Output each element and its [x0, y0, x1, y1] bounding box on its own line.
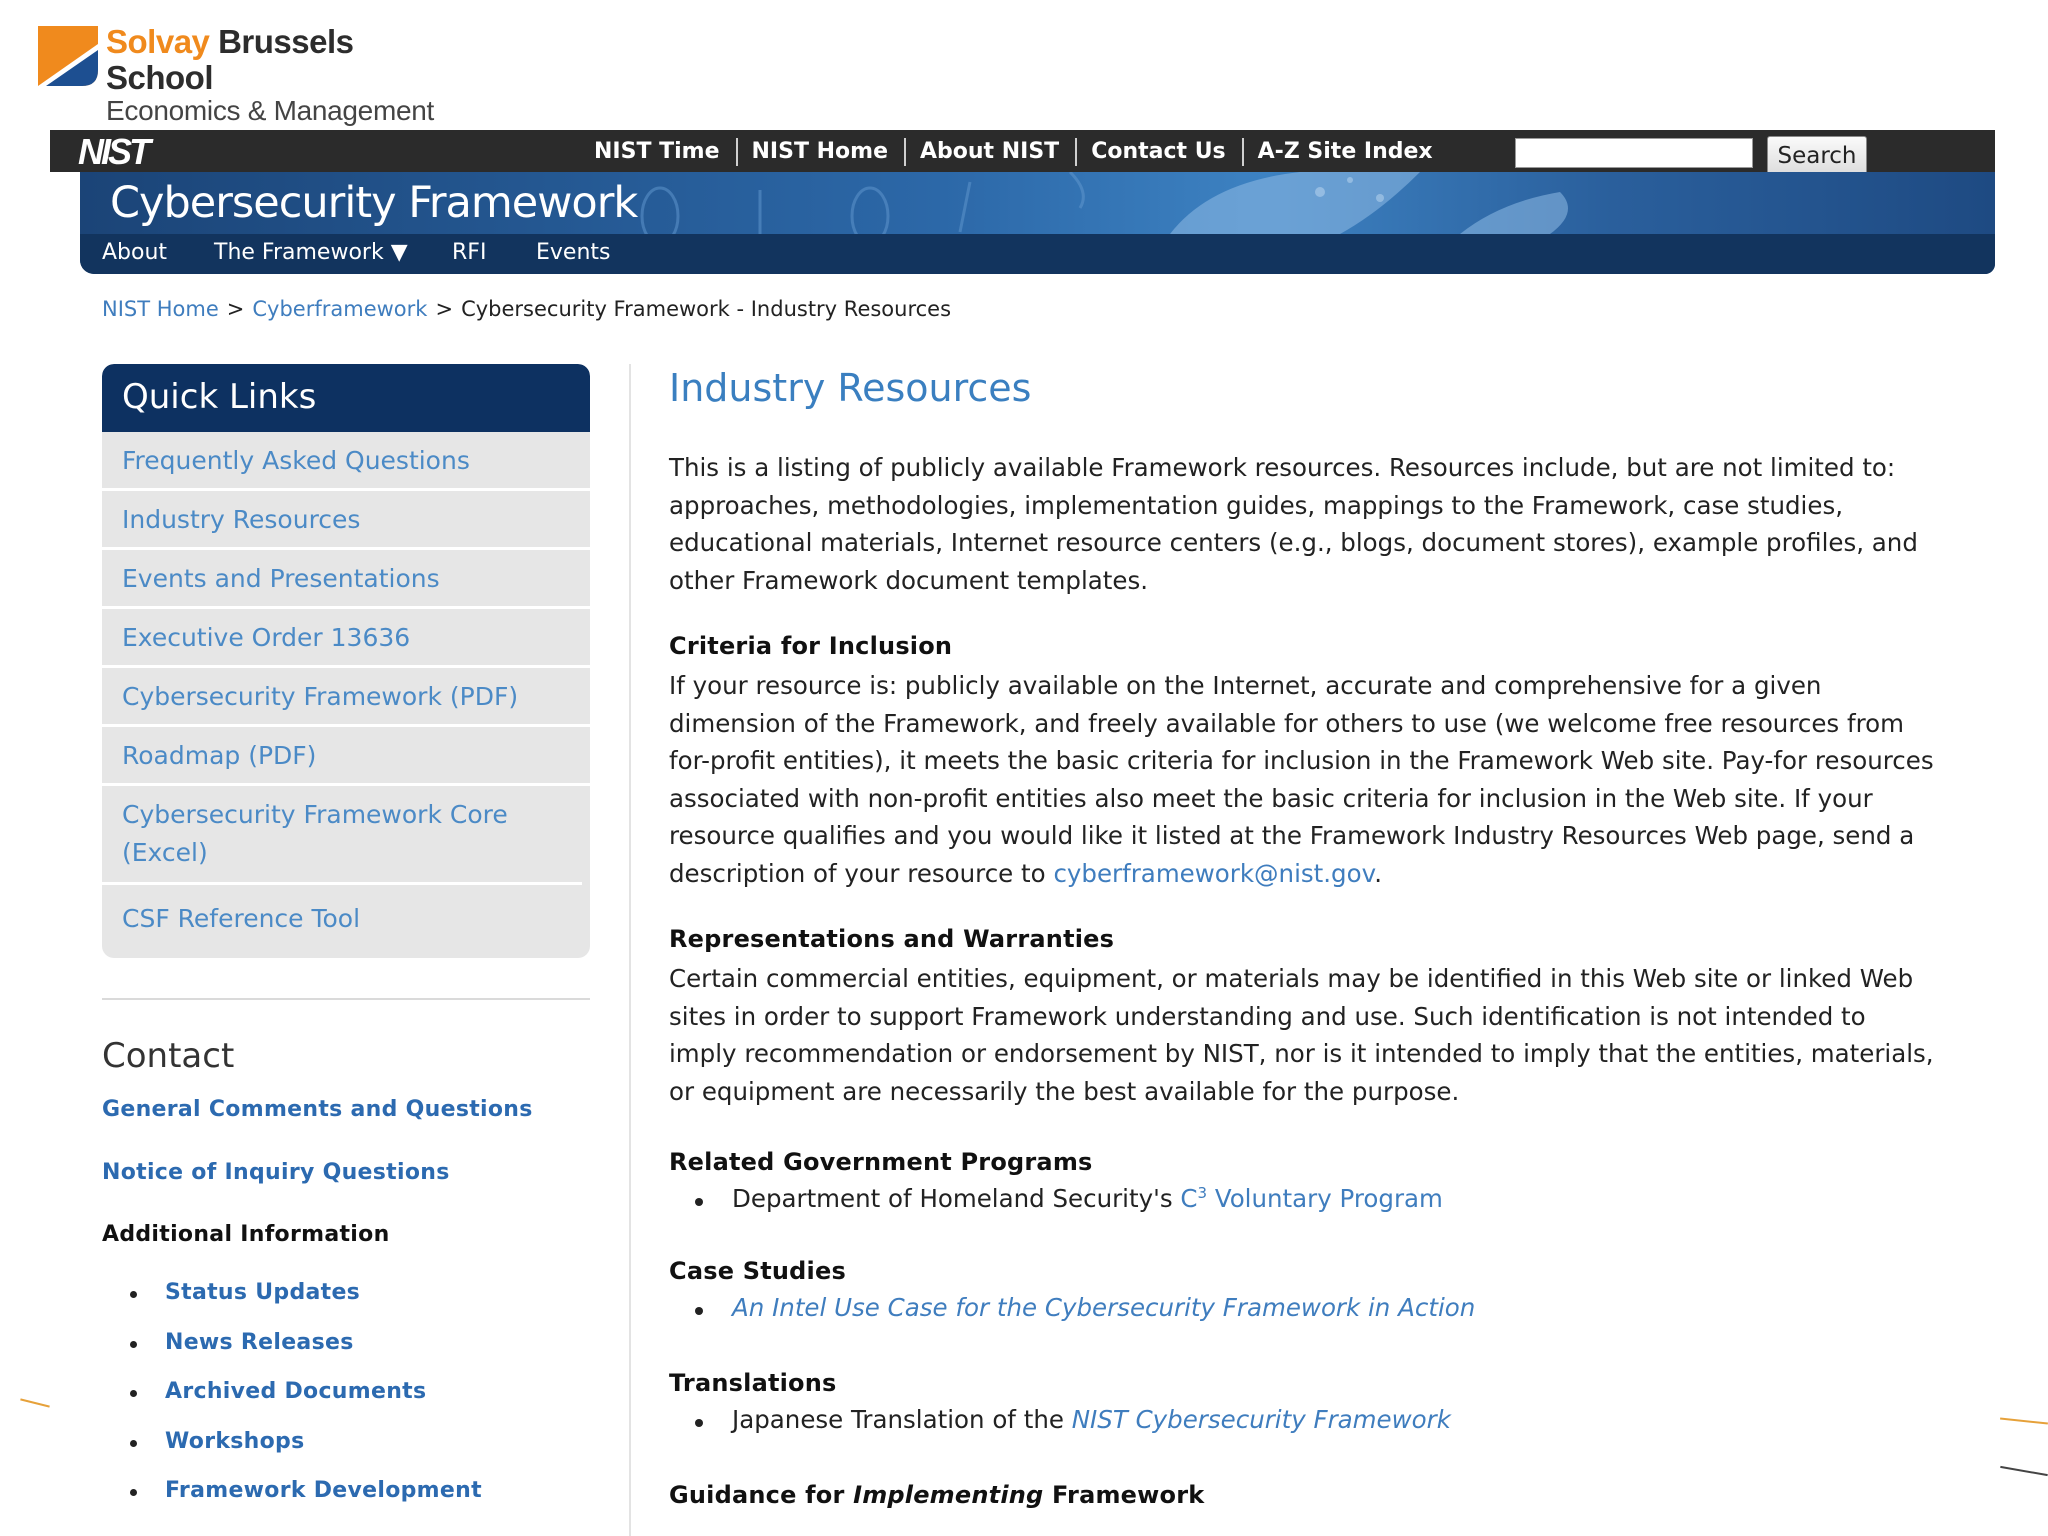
criteria-line: associated with non-profit entities also meet the basic criteria for inclusion in the Web site. If your — [669, 783, 1873, 813]
translations-heading: Translations — [669, 1369, 837, 1397]
warranties-line: Certain commercial entities, equipment, or materials may be identified in this Web site or linked Web — [669, 964, 1914, 993]
quick-link-industry-resources[interactable]: Industry Resources — [102, 491, 590, 550]
guidance-heading-suffix: Framework — [1043, 1481, 1205, 1509]
list-item — [695, 1184, 1443, 1213]
list-item — [102, 1330, 482, 1380]
caret-down-icon: ▼ — [390, 240, 408, 265]
link-workshops[interactable]: Workshops — [165, 1428, 305, 1454]
quick-link-events[interactable]: Events and Presentations — [102, 550, 590, 609]
criteria-line: for-profit entities), it meets the basic criteria for inclusion in the Framework Web site. Pay-for resources — [669, 746, 1934, 776]
list-item — [102, 1478, 482, 1528]
bullet-icon — [130, 1489, 137, 1496]
intro-paragraph — [669, 449, 1959, 599]
intro-line: educational materials, Internet resource centers (e.g., blogs, document stores), example profiles, and — [669, 528, 1918, 558]
criteria-line: If your resource is: publicly available on the Internet, accurate and comprehensive for a given — [669, 671, 1822, 700]
top-nav-nist-time[interactable]: NIST Time — [594, 139, 720, 164]
bullet-icon — [130, 1390, 137, 1397]
email-link[interactable]: cyberframework@nist.gov — [1053, 858, 1375, 888]
criteria-paragraph — [669, 667, 1959, 893]
quick-link-csf-reference-tool[interactable]: CSF Reference Tool — [122, 903, 361, 933]
breadcrumb-separator: > — [435, 297, 454, 321]
sub-nav-rfi[interactable]: RFI — [452, 240, 487, 265]
framework-sub-nav — [80, 234, 1995, 274]
related-programs-heading: Related Government Programs — [669, 1148, 1093, 1176]
nist-logo[interactable]: NIST — [78, 131, 149, 172]
link-news-releases[interactable]: News Releases — [165, 1329, 354, 1355]
edge-artifact — [2000, 1466, 2048, 1476]
related-item-text — [732, 1184, 1443, 1213]
sub-nav-the-framework-label: The Framework — [214, 240, 384, 265]
warranties-line: imply recommendation or endorsement by NIST, nor is it intended to imply that the entities, materials, — [669, 1039, 1934, 1069]
bullet-icon — [695, 1198, 703, 1206]
criteria-line-end: . — [1374, 858, 1382, 888]
c3-voluntary-program-link[interactable] — [1180, 1184, 1443, 1213]
page-title: Industry Resources — [669, 366, 1032, 410]
contact-notice-of-inquiry[interactable]: Notice of Inquiry Questions — [102, 1160, 450, 1185]
guidance-heading — [669, 1481, 1204, 1509]
sidebar-divider — [102, 998, 590, 1000]
criteria-line: dimension of the Framework, and freely available for others to use (we welcome free resources from — [669, 708, 1904, 738]
link-archived-documents[interactable]: Archived Documents — [165, 1379, 427, 1404]
warranties-heading: Representations and Warranties — [669, 925, 1115, 953]
additional-information-list — [102, 1280, 482, 1528]
guidance-heading-prefix: Guidance for — [669, 1481, 854, 1509]
search-button[interactable]: Search — [1767, 136, 1867, 176]
translation-item-prefix: Japanese Translation of the — [732, 1405, 1072, 1434]
list-item — [102, 1280, 482, 1330]
list-item — [695, 1405, 1451, 1434]
quick-links-panel — [102, 364, 590, 958]
list-item — [102, 1429, 482, 1479]
sub-nav-the-framework[interactable] — [214, 240, 408, 265]
bullet-icon — [695, 1307, 703, 1315]
related-item-prefix: Department of Homeland Security's — [732, 1184, 1181, 1214]
japanese-translation-link[interactable]: NIST Cybersecurity Framework — [1071, 1405, 1451, 1434]
criteria-line: description of your resource to — [669, 858, 1054, 888]
logo-subtitle: Economics & Management — [106, 95, 435, 126]
solvay-logo-text — [106, 24, 458, 126]
quick-link-framework-pdf[interactable]: Cybersecurity Framework (PDF) — [102, 668, 590, 727]
link-framework-development[interactable]: Framework Development — [165, 1478, 482, 1503]
contact-title: Contact — [102, 1036, 235, 1076]
c3-link-superscript: 3 — [1197, 1184, 1208, 1202]
banner-title[interactable]: Cybersecurity Framework — [110, 178, 638, 228]
criteria-heading: Criteria for Inclusion — [669, 632, 953, 660]
logo-word-solvay: Solvay — [106, 23, 210, 60]
top-nav-nist-home[interactable]: NIST Home — [736, 138, 904, 166]
warranties-line: or equipment are necessarily the best available for the purpose. — [669, 1076, 1460, 1106]
cybersecurity-framework-banner — [80, 172, 1995, 274]
guidance-heading-italic: Implementing — [853, 1481, 1044, 1509]
search-input[interactable] — [1515, 138, 1753, 168]
bullet-icon — [130, 1440, 137, 1447]
quick-link-executive-order[interactable]: Executive Order 13636 — [102, 609, 590, 668]
top-nav — [580, 138, 1449, 166]
case-studies-heading: Case Studies — [669, 1257, 846, 1285]
breadcrumb-cyberframework[interactable]: Cyberframework — [252, 297, 428, 321]
edge-artifact — [20, 1398, 50, 1407]
breadcrumb-current: Cybersecurity Framework - Industry Resources — [461, 297, 952, 321]
solvay-logo-icon — [38, 26, 98, 86]
bullet-icon — [130, 1341, 137, 1348]
breadcrumb — [102, 297, 951, 321]
contact-general-comments[interactable]: General Comments and Questions — [102, 1097, 533, 1122]
criteria-line: resource qualifies and you would like it listed at the Framework Industry Resources Web page, send a — [669, 821, 1915, 851]
quick-link-faq[interactable]: Frequently Asked Questions — [102, 432, 590, 491]
additional-information-title: Additional Information — [102, 1222, 390, 1247]
link-status-updates[interactable]: Status Updates — [165, 1280, 361, 1305]
list-item — [695, 1293, 1475, 1322]
bullet-icon — [130, 1291, 137, 1298]
solvay-logo[interactable] — [38, 23, 458, 126]
logo-word-school: Brussels School — [106, 23, 354, 96]
quick-link-roadmap-pdf[interactable]: Roadmap (PDF) — [102, 727, 590, 786]
sub-nav-about[interactable]: About — [102, 240, 168, 265]
top-nav-site-index[interactable]: A-Z Site Index — [1242, 138, 1449, 166]
quick-links-title: Quick Links — [102, 364, 590, 432]
intro-line: approaches, methodologies, implementation guides, mappings to the Framework, case studies, — [669, 490, 1843, 520]
breadcrumb-nist-home[interactable]: NIST Home — [102, 297, 219, 321]
top-nav-contact-us[interactable]: Contact Us — [1075, 138, 1241, 166]
warranties-paragraph — [669, 960, 1959, 1110]
quick-link-framework-core[interactable]: Cybersecurity Framework Core (Excel) — [102, 786, 582, 885]
edge-artifact — [2000, 1417, 2048, 1424]
column-divider — [629, 364, 631, 1536]
breadcrumb-separator: > — [226, 297, 245, 321]
bullet-icon — [695, 1419, 703, 1427]
list-item — [102, 1379, 482, 1429]
intro-line: other Framework document templates. — [669, 565, 1149, 595]
top-nav-about-nist[interactable]: About NIST — [904, 138, 1075, 166]
intel-use-case-link[interactable]: An Intel Use Case for the Cybersecurity Framework in Action — [732, 1293, 1476, 1322]
intro-line: This is a listing of publicly available Framework resources. Resources include, but are not limited to: — [669, 453, 1896, 482]
c3-link-c: C — [1180, 1184, 1198, 1214]
nist-top-bar — [50, 130, 1995, 172]
sub-nav-events[interactable]: Events — [536, 240, 611, 265]
warranties-line: sites in order to support Framework understanding and use. Such identification is not intended to — [669, 1001, 1866, 1031]
c3-link-rest: Voluntary Program — [1207, 1184, 1443, 1214]
